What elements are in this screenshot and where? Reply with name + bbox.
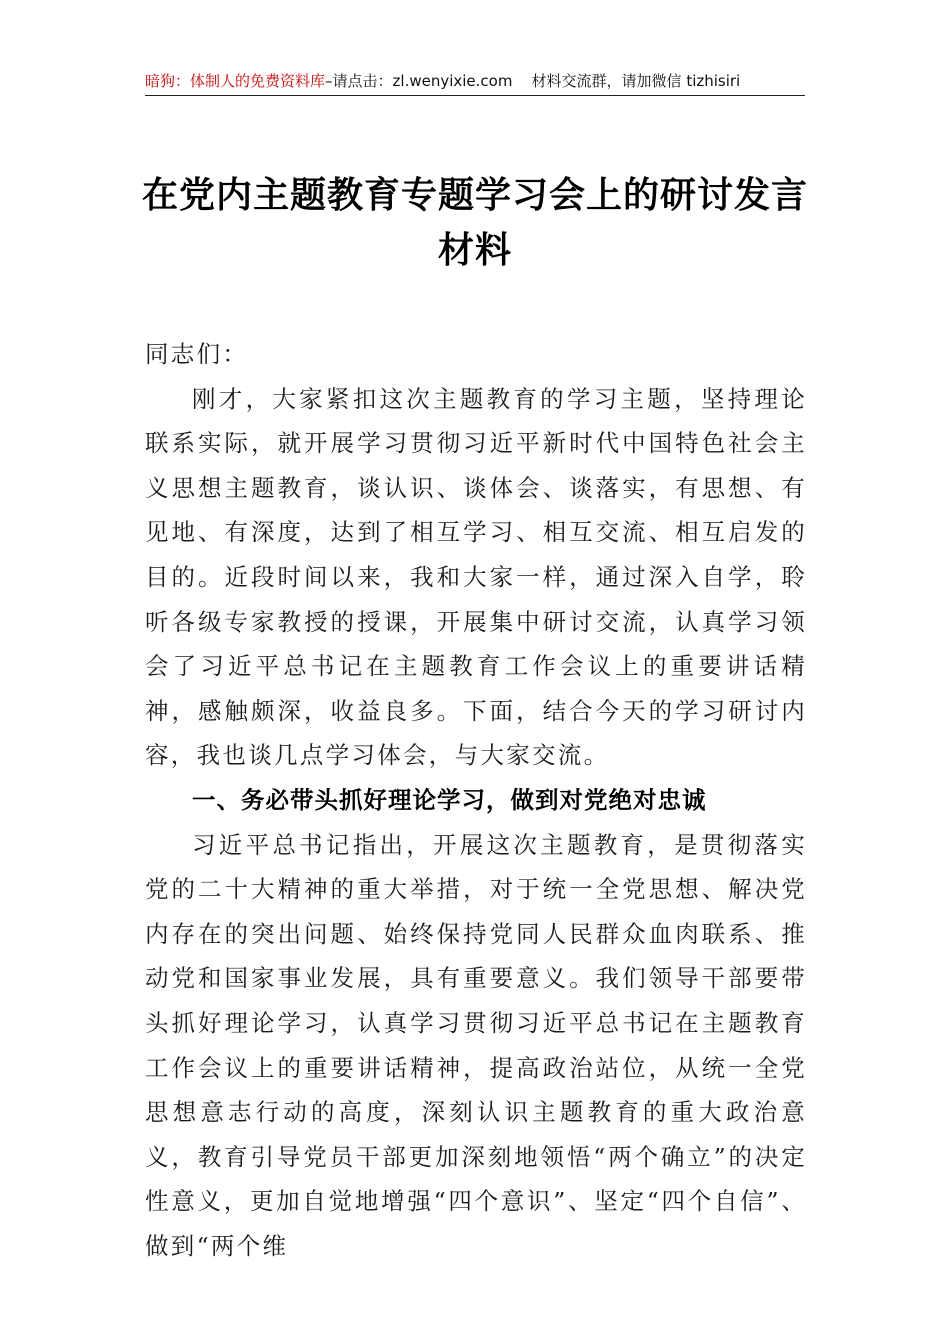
paragraph-2: 习近平总书记指出，开展这次主题教育，是贯彻落实党的二十大精神的重大举措，对于统一全党思想、解决党内存在的突出问题、始终保持党同人民群众血肉联系、推动党和国家事业发展，具有重要意义。我们领导干部要带头抓好理论学习，认真学习贯彻习近平总书记在主题教育工作会议上的重要讲话精神，提高政治站位，从统一全党思想意志行动的高度，深刻认识主题教育的重大政治意义，教育引导党员干部更加深刻地领悟“两个确立”的决定性意义，更加自觉地增强“四个意识”、坚定“四个自信”、做到“两个维 [145,830,807,1260]
header-contact: 材料交流群，请加微信 tizhisiri [531,72,741,90]
document-title [120,168,830,278]
document-body [145,332,807,1268]
header-divider [145,95,805,96]
header-url-link[interactable]: zl.wenyixie.com [392,72,513,90]
title-line-2: 材料 [437,229,512,271]
header-site-label: 暗狗：体制人的免费资料库 [145,72,326,90]
header-link-prompt: –请点击： [325,72,393,90]
section-1-heading: 一、务必带头抓好理论学习，做到对党绝对忠诚 [192,785,707,814]
title-line-1: 在党内主题教育专题学习会上的研讨发言 [141,174,808,216]
paragraph-1: 刚才，大家紧扣这次主题教育的学习主题，坚持理论联系实际，就开展学习贯彻习近平新时代中国特色社会主义思想主题教育，谈认识、谈体会、谈落实，有思想、有见地、有深度，达到了相互学习、相互交流、相互启发的目的。近段时间以来，我和大家一样，通过深入自学，聆听各级专家教授的授课，开展集中研讨交流，认真学习领会了习近平总书记在主题教育工作会议上的重要讲话精神，感触颇深，收益良多。下面，结合今天的学习研讨内容，我也谈几点学习体会，与大家交流。 [145,384,807,770]
salutation: 同志们： [145,340,249,368]
page-header [145,66,805,96]
